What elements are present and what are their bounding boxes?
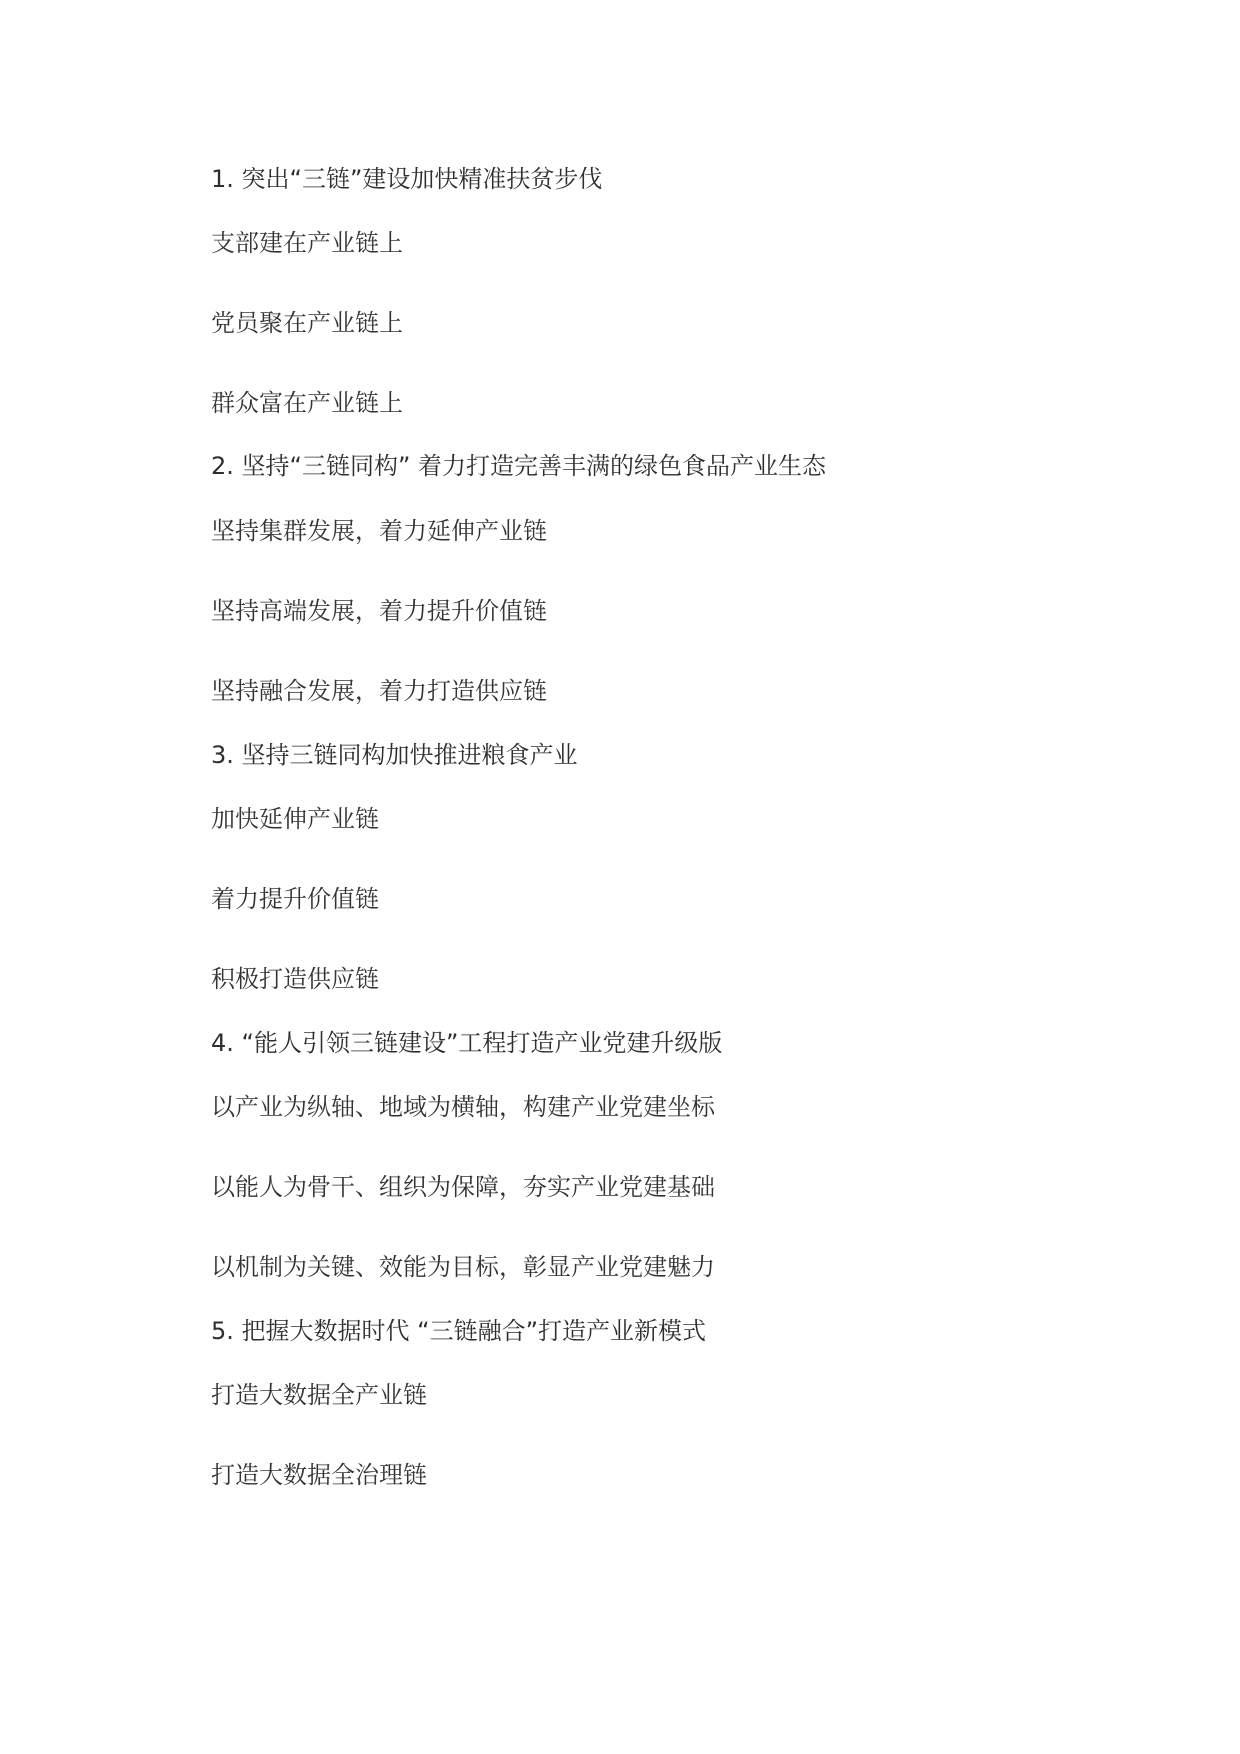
list-item: 打造大数据全产业链 — [211, 1381, 427, 1409]
list-item: 坚持融合发展，着力打造供应链 — [211, 677, 547, 705]
section-heading: 3. 坚持三链同构加快推进粮食产业 — [211, 741, 578, 769]
list-item: 积极打造供应链 — [211, 965, 379, 993]
list-item: 着力提升价值链 — [211, 885, 379, 913]
list-item: 支部建在产业链上 — [211, 229, 403, 257]
section-heading: 4. “能人引领三链建设”工程打造产业党建升级版 — [211, 1029, 723, 1057]
list-item: 以产业为纵轴、地域为横轴，构建产业党建坐标 — [211, 1093, 715, 1121]
section-heading: 1. 突出“三链”建设加快精准扶贫步伐 — [211, 165, 603, 193]
list-item: 坚持集群发展，着力延伸产业链 — [211, 517, 547, 545]
list-item: 以机制为关键、效能为目标，彰显产业党建魅力 — [211, 1253, 715, 1281]
list-item: 加快延伸产业链 — [211, 805, 379, 833]
section-heading: 5. 把握大数据时代 “三链融合”打造产业新模式 — [211, 1317, 707, 1345]
list-item: 以能人为骨干、组织为保障，夯实产业党建基础 — [211, 1173, 715, 1201]
list-item: 坚持高端发展，着力提升价值链 — [211, 597, 547, 625]
list-item: 打造大数据全治理链 — [211, 1461, 427, 1489]
section-heading: 2. 坚持“三链同构” 着力打造完善丰满的绿色食品产业生态 — [211, 452, 827, 480]
list-item: 党员聚在产业链上 — [211, 309, 403, 337]
list-item: 群众富在产业链上 — [211, 389, 403, 417]
